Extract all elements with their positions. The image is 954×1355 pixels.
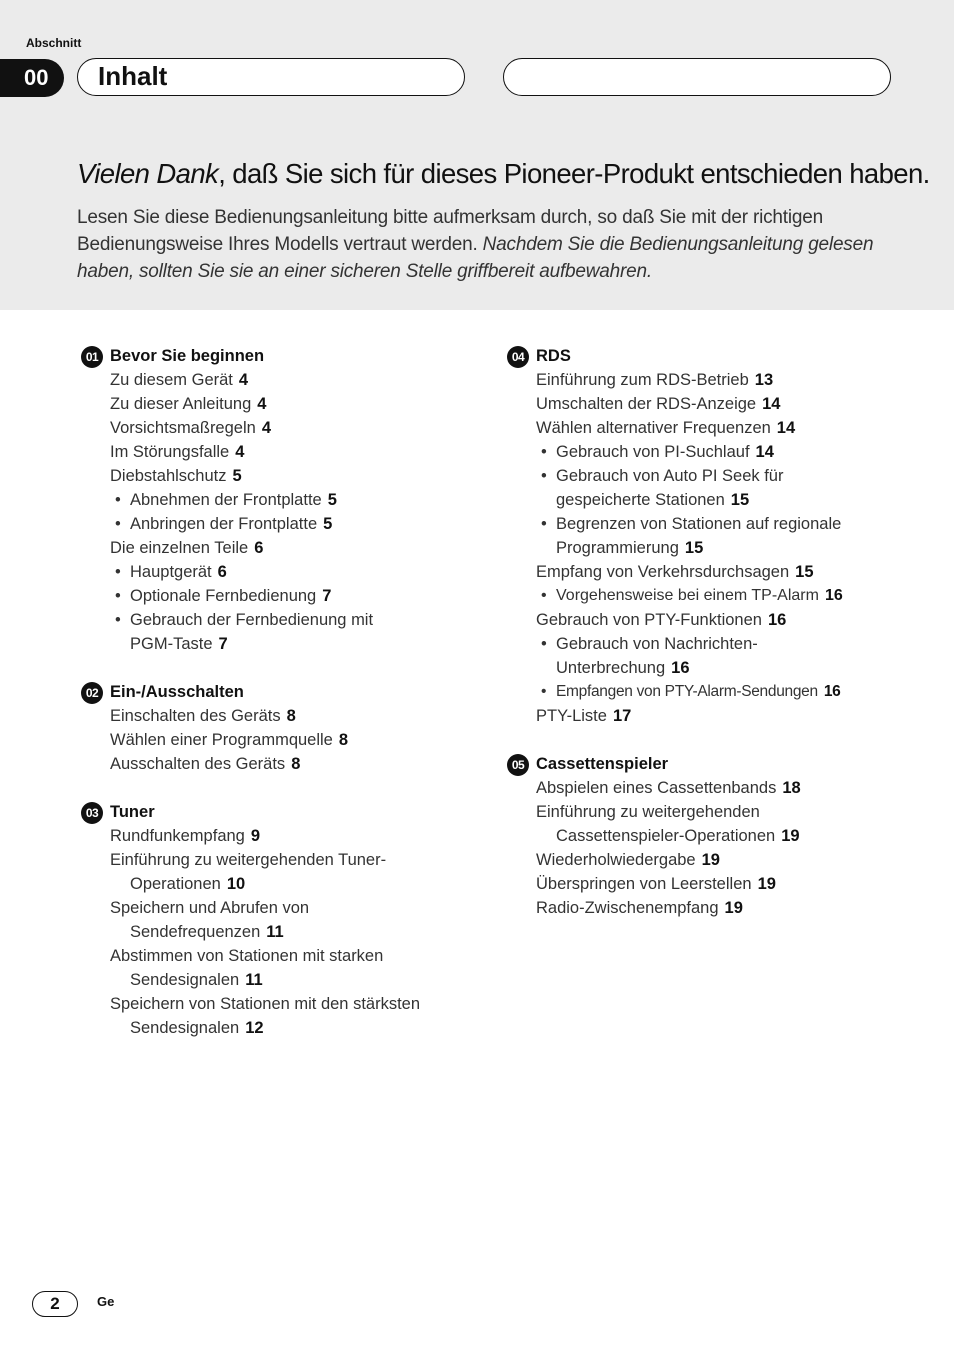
entry-page: 4 (261, 419, 271, 437)
toc-left-column (80, 344, 480, 1064)
entry-text-line1: Gebrauch von Nachrichten- (556, 635, 758, 653)
page-title: Inhalt (98, 61, 168, 91)
toc-section-04 (506, 344, 906, 728)
toc-entry[interactable] (110, 896, 480, 944)
toc-entry[interactable] (536, 392, 906, 416)
entry-page: 18 (782, 779, 801, 797)
entry-text: PTY-Liste (536, 707, 607, 725)
toc-section-03 (80, 800, 480, 1040)
page-number: 2 (32, 1291, 78, 1317)
entry-text: Wählen einer Programmquelle (110, 731, 333, 749)
toc-entry[interactable] (536, 608, 906, 632)
entry-page: 15 (795, 563, 814, 581)
toc-subentry[interactable] (130, 608, 480, 656)
intro-headline-rest: , daß Sie sich für dieses Pioneer-Produkt entschieden haben. (218, 158, 930, 189)
entry-text: Diebstahlschutz (110, 467, 227, 485)
toc-entry[interactable] (536, 872, 906, 896)
section-title: Ein-/Ausschalten (110, 683, 244, 701)
toc-section-heading[interactable] (506, 344, 906, 368)
entry-text: Die einzelnen Teile (110, 539, 249, 557)
entry-page: 19 (701, 851, 720, 869)
entry-page: 16 (824, 587, 843, 604)
entry-page: 10 (226, 875, 246, 893)
entry-text: Umschalten der RDS-Anzeige (536, 395, 757, 413)
entry-text: Gebrauch von PI-Suchlauf (556, 443, 750, 461)
toc-entry[interactable] (536, 368, 906, 392)
entry-text-line1: Speichern von Stationen mit den stärksten (110, 995, 421, 1013)
entry-text: Überspringen von Leerstellen (536, 875, 752, 893)
section-badge: 04 (507, 346, 529, 368)
entry-text: Wählen alternativer Frequenzen (536, 419, 771, 437)
toc-subentry[interactable] (130, 560, 480, 584)
entry-page: 16 (767, 611, 787, 629)
entry-page: 19 (724, 899, 743, 917)
intro-headline (77, 158, 937, 190)
entry-text: Zu diesem Gerät (110, 371, 233, 389)
entry-page: 12 (245, 1019, 264, 1037)
entry-text: Im Störungsfalle (110, 443, 230, 461)
entry-text-line2: Cassettenspieler-Operationen (556, 827, 776, 845)
entry-text: Hauptgerät (130, 563, 212, 581)
toc-entry[interactable] (110, 848, 480, 896)
toc-entry[interactable] (536, 896, 906, 920)
section-number-tab: 00 (0, 59, 64, 97)
entry-text-line2: Programmierung (556, 539, 679, 557)
entry-page: 19 (781, 827, 800, 845)
section-badge: 02 (81, 682, 103, 704)
entry-text: Ausschalten des Geräts (110, 755, 286, 773)
entry-page: 14 (762, 395, 781, 413)
entry-text-line1: Einführung zu weitergehenden (536, 803, 760, 821)
entry-text-line2: Operationen (130, 875, 221, 893)
toc-entry[interactable] (110, 824, 480, 848)
entry-text-line1: Abstimmen von Stationen mit starken (110, 947, 384, 965)
entry-text: Vorgehensweise bei einem TP-Alarm (556, 587, 819, 604)
entry-page: 15 (730, 491, 750, 509)
section-title: Cassettenspieler (536, 755, 669, 773)
toc-entry[interactable] (110, 944, 480, 992)
entry-text: Empfangen von PTY-Alarm-Sendungen (556, 683, 818, 700)
section-title: Tuner (110, 803, 155, 821)
entry-text-line2: Sendesignalen (130, 1019, 240, 1037)
entry-page: 4 (257, 395, 267, 413)
entry-page: 15 (684, 539, 704, 557)
toc-entry[interactable] (536, 704, 906, 728)
entry-page: 5 (232, 467, 242, 485)
entry-page: 4 (235, 443, 245, 461)
toc-section-heading[interactable] (506, 752, 906, 776)
section-label: Abschnitt (26, 36, 82, 50)
entry-page: 5 (323, 515, 333, 533)
toc-subentry[interactable] (130, 488, 480, 512)
entry-page: 13 (754, 371, 774, 389)
toc-entry[interactable] (110, 728, 480, 752)
section-title: RDS (536, 347, 571, 365)
entry-text: Radio-Zwischenempfang (536, 899, 719, 917)
toc-subentry[interactable] (130, 512, 480, 536)
entry-text-line2: Sendefrequenzen (130, 923, 261, 941)
intro-body-regular: Lesen Sie diese Bedienungsanleitung bitte aufmerksam durch, so daß Sie mit der richtigen Bedienungsweise Ihres Modells vertraut werden. (77, 207, 823, 255)
entry-page: 11 (245, 971, 263, 989)
toc-section-01 (80, 344, 480, 656)
toc-section-02 (80, 680, 480, 776)
entry-page: 19 (757, 875, 776, 893)
toc-subentry[interactable] (556, 464, 906, 512)
toc-entry[interactable] (536, 848, 906, 872)
entry-page: 17 (612, 707, 632, 725)
intro-paragraph (77, 204, 917, 285)
entry-page: 16 (671, 659, 690, 677)
entry-page: 5 (327, 491, 337, 509)
entry-text-line1: Begrenzen von Stationen auf regionale (556, 515, 842, 533)
entry-text-line2: PGM-Taste (130, 635, 213, 653)
toc-subentry[interactable] (556, 440, 906, 464)
entry-page: 8 (338, 731, 349, 749)
section-title: Bevor Sie beginnen (110, 347, 265, 365)
entry-text: Rundfunkempfang (110, 827, 245, 845)
entry-page: 4 (238, 371, 249, 389)
language-code: Ge (97, 1294, 115, 1309)
section-badge: 03 (81, 802, 103, 824)
entry-page: 8 (286, 707, 296, 725)
toc-subentry[interactable] (556, 632, 906, 680)
toc-subentry[interactable] (556, 680, 906, 704)
toc-entry[interactable] (536, 800, 906, 848)
entry-text: Vorsichtsmaßregeln (110, 419, 256, 437)
entry-page: 14 (776, 419, 796, 437)
toc-section-heading[interactable] (80, 344, 480, 368)
empty-title-pill (503, 58, 891, 96)
entry-text: Einschalten des Geräts (110, 707, 281, 725)
entry-text-line1: Speichern und Abrufen von (110, 899, 310, 917)
entry-text: Zu dieser Anleitung (110, 395, 252, 413)
entry-page: 11 (266, 923, 284, 941)
toc-entry[interactable] (110, 536, 480, 560)
entry-text-line2: Unterbrechung (556, 659, 666, 677)
entry-page: 9 (250, 827, 261, 845)
toc-subentry[interactable] (556, 584, 906, 608)
toc-entry[interactable] (536, 560, 906, 584)
entry-text: Gebrauch von PTY-Funktionen (536, 611, 762, 629)
toc-section-heading[interactable] (80, 800, 480, 824)
section-badge: 01 (81, 346, 103, 368)
entry-text: Wiederholwiedergabe (536, 851, 696, 869)
toc-entry[interactable] (110, 392, 480, 416)
entry-text: Anbringen der Frontplatte (130, 515, 318, 533)
entry-text: Einführung zum RDS-Betrieb (536, 371, 749, 389)
section-badge: 05 (507, 754, 529, 776)
toc-entry[interactable] (110, 704, 480, 728)
entry-page: 7 (322, 587, 332, 605)
toc-section-05 (506, 752, 906, 920)
entry-text: Empfang von Verkehrsdurchsagen (536, 563, 790, 581)
toc-subentry[interactable] (130, 584, 480, 608)
toc-entry[interactable] (110, 440, 480, 464)
toc-subentry[interactable] (556, 512, 906, 560)
toc-entry[interactable] (110, 416, 480, 440)
entry-text: Abspielen eines Cassettenbands (536, 779, 777, 797)
toc-section-heading[interactable] (80, 680, 480, 704)
toc-entry[interactable] (536, 776, 906, 800)
entry-page: 16 (823, 683, 841, 700)
toc-entry[interactable] (536, 416, 906, 440)
entry-text-line2: gespeicherte Stationen (556, 491, 725, 509)
entry-page: 6 (217, 563, 227, 581)
toc-entry[interactable] (110, 752, 480, 776)
toc-entry[interactable] (110, 464, 480, 488)
entry-page: 14 (755, 443, 774, 461)
entry-text-line1: Gebrauch der Fernbedienung mit (130, 611, 374, 629)
entry-text: Abnehmen der Frontplatte (130, 491, 322, 509)
entry-text-line1: Gebrauch von Auto PI Seek für (556, 467, 784, 485)
intro-body-italic: Nachdem Sie die Bedienungsanleitung gelesen haben, sollten Sie sie an einer sicheren Stelle griffbereit aufbewahren. (77, 234, 874, 282)
entry-page: 6 (254, 539, 264, 557)
toc-entry[interactable] (110, 368, 480, 392)
entry-text: Optionale Fernbedienung (130, 587, 317, 605)
toc-entry[interactable] (110, 992, 480, 1040)
section-title-pill (77, 58, 465, 96)
entry-text-line2: Sendesignalen (130, 971, 240, 989)
entry-page: 8 (291, 755, 301, 773)
toc-right-column (506, 344, 906, 944)
entry-text-line1: Einführung zu weitergehenden Tuner- (110, 851, 387, 869)
entry-page: 7 (218, 635, 228, 653)
intro-headline-italic: Vielen Dank (77, 158, 219, 189)
